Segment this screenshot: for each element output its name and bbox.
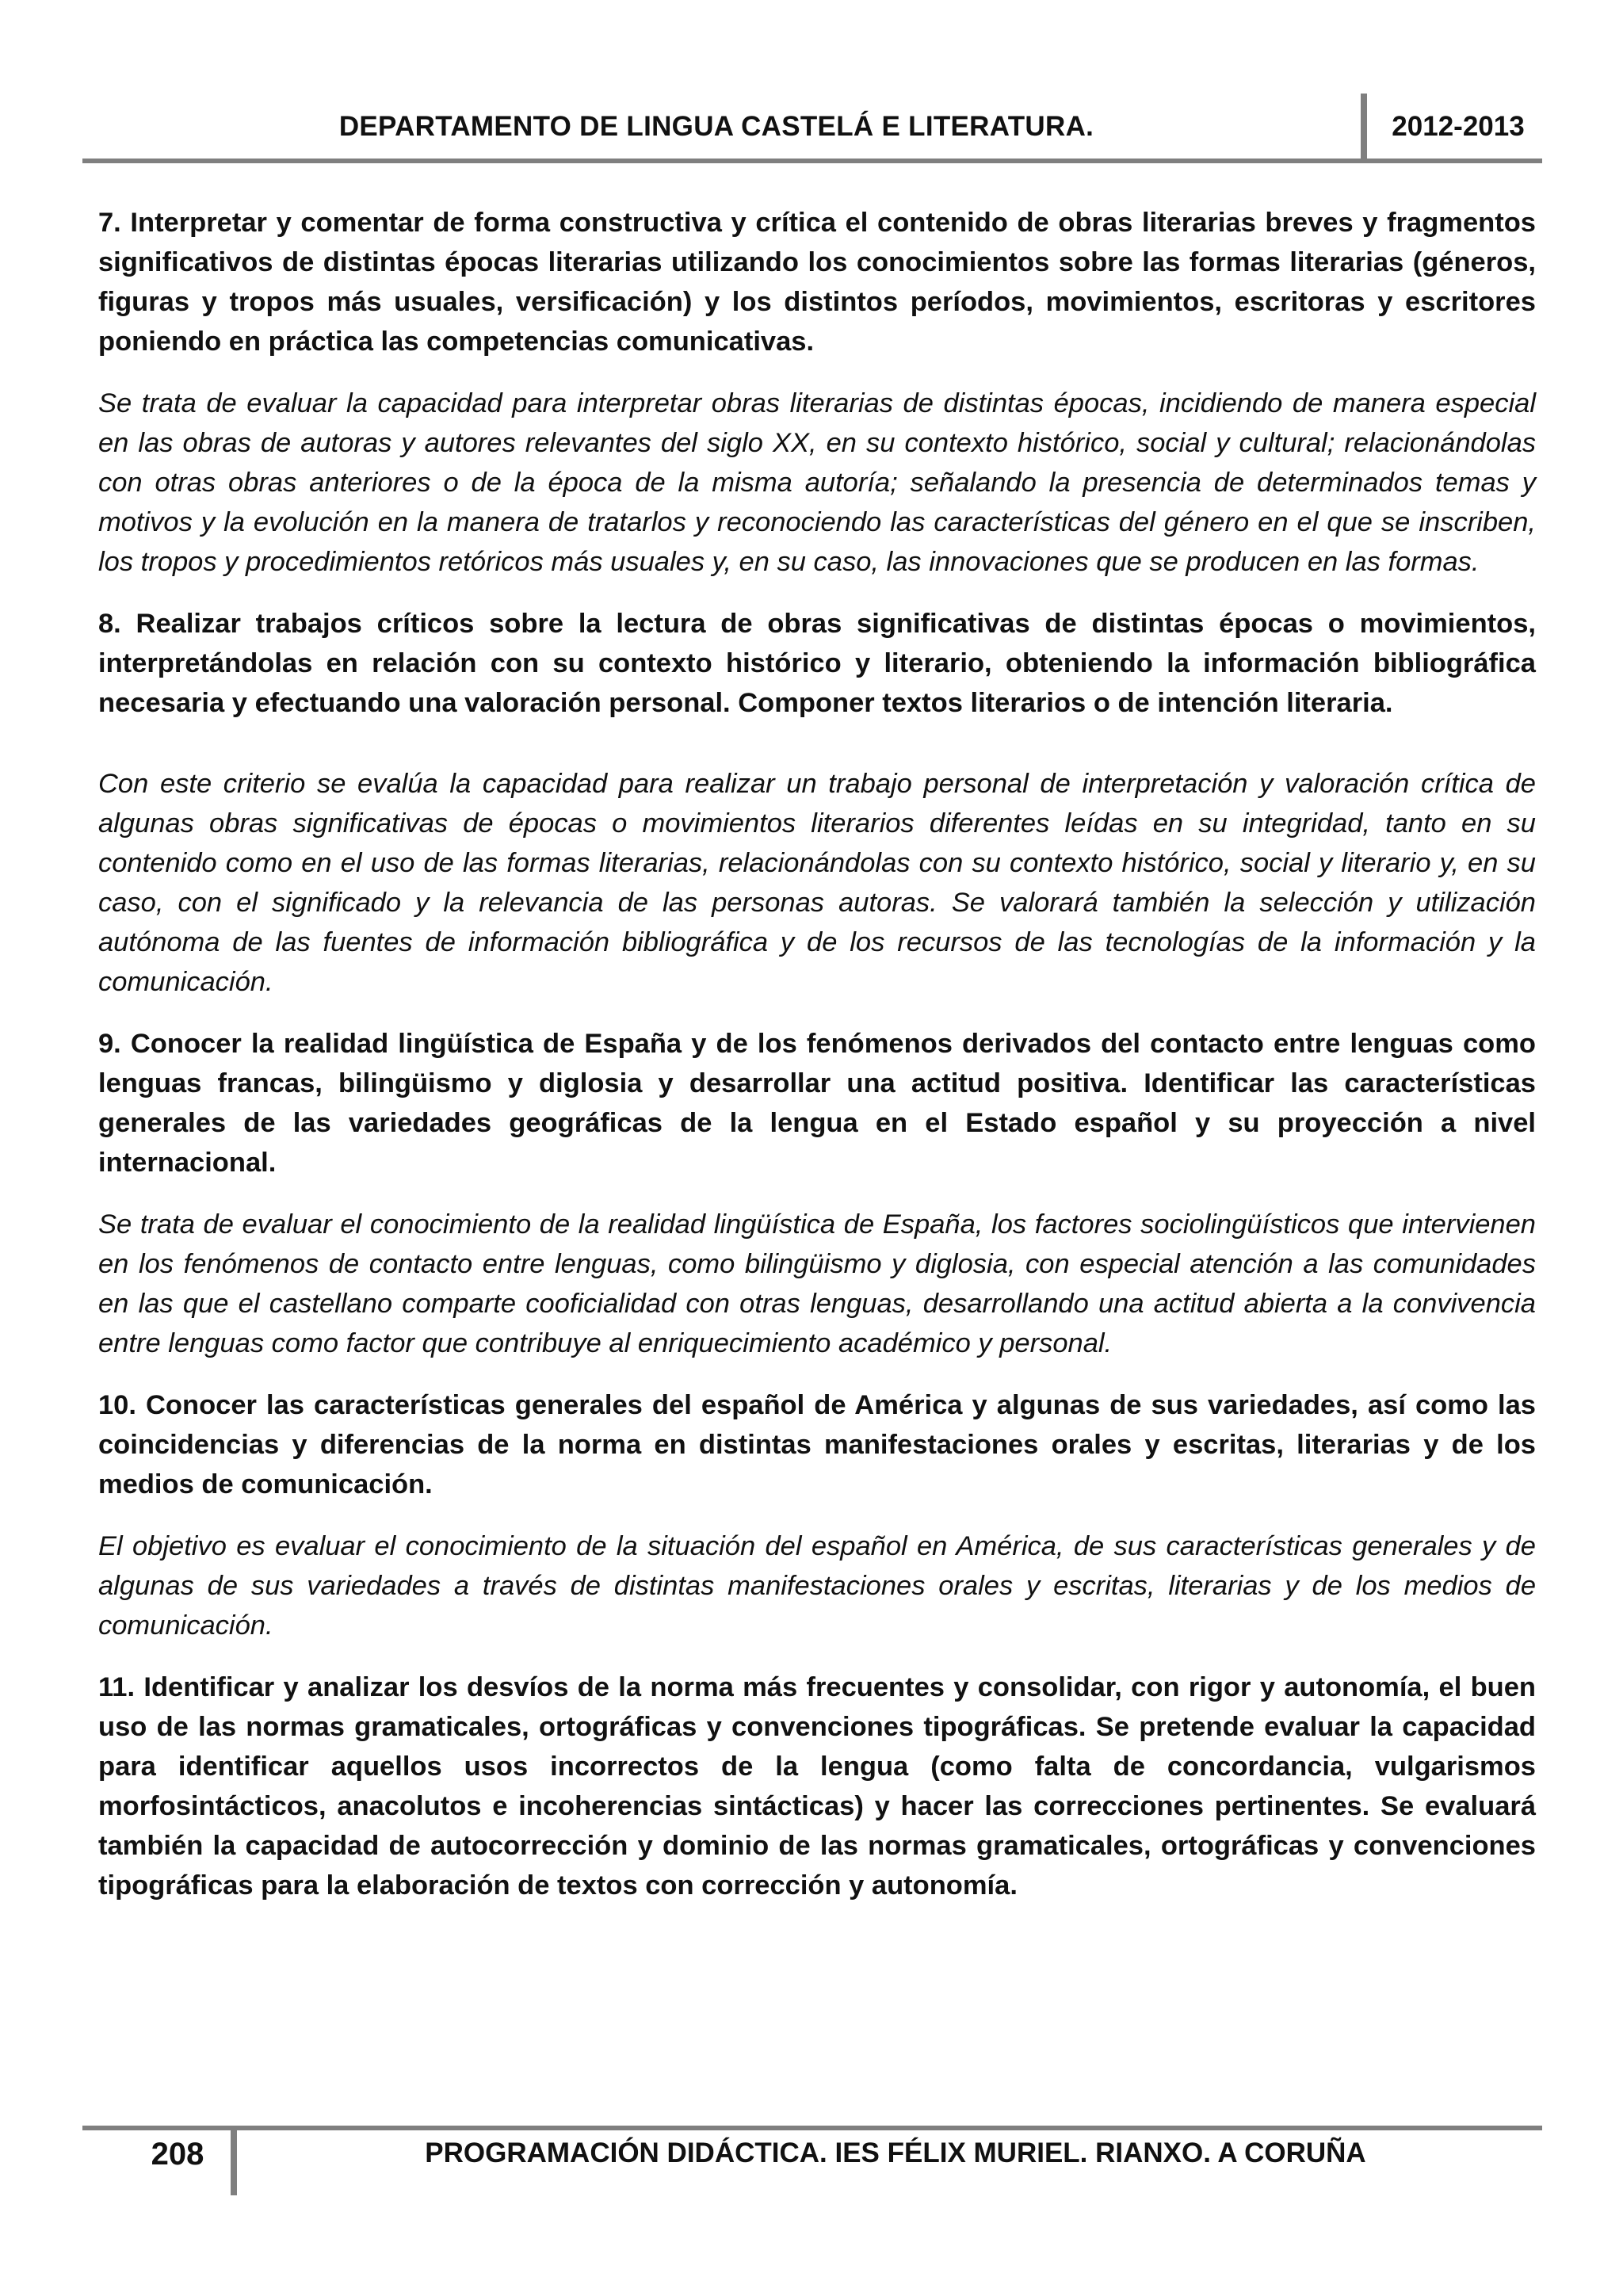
footer-separator: [231, 2129, 237, 2195]
criterion-8: 8. Realizar trabajos críticos sobre la lectura de obras significativas de distintas épocas o movimientos, interpretándolas en relación con su contexto histórico y literario, obteniendo la información bibliográfica necesaria y efectuando una valoración personal. Componer textos literarios o de intención literaria.: [98, 609, 1536, 718]
page-header: [82, 94, 1542, 160]
header-separator: [1361, 94, 1367, 160]
explanation-8: Con este criterio se evalúa la capacidad para realizar un trabajo personal de interpretación y valoración crítica de algunas obras significativas de épocas o movimientos literarios diferentes leídas en su integridad, tanto en su contenido como en el uso de las formas literarias, relacionándolas con su contexto histórico, social y literario y, en su caso, con el significado y la relevancia de las personas autoras. Se valorará también la selección y utilización autónoma de las fuentes de información bibliográfica y de los recursos de las tecnologías de la información y la comunicación.: [98, 769, 1536, 997]
footer-text: PROGRAMACIÓN DIDÁCTICA. IES FÉLIX MURIEL. RIANXO. A CORUÑA: [425, 2137, 1366, 2168]
header-rule: [82, 159, 1542, 163]
footer-rule: [82, 2126, 1542, 2130]
criterion-11: 11. Identificar y analizar los desvíos de la norma más frecuentes y consolidar, con rigor y autonomía, el buen uso de las normas gramaticales, ortográficas y convenciones tipográficas. Se pretende evaluar la capacidad para identificar aquellos usos incorrectos de la lengua (como falta de concordancia, vulgarismos morfosintácticos, anacolutos e incoherencias sintácticas) y hacer las correcciones pertinentes. Se evaluará también la capacidad de autocorrección y dominio de las normas gramaticales, ortográficas y convenciones tipográficas para la elaboración de textos con corrección y autonomía.: [98, 1672, 1536, 1901]
explanation-10: El objetivo es evaluar el conocimiento de la situación del español en América, de sus características generales y de algunas de sus variedades a través de distintas manifestaciones orales y escritas, literarias y de los medios de comunicación.: [98, 1531, 1536, 1641]
header-year: 2012-2013: [1392, 111, 1525, 142]
explanation-7: Se trata de evaluar la capacidad para interpretar obras literarias de distintas épocas, incidiendo de manera especial en las obras de autoras y autores relevantes del siglo XX, en su contexto histórico, social y cultural; relacionándolas con otras obras anteriores o de la época de la misma autoría; señalando la presencia de determinados temas y motivos y la evolución en la manera de tratarlos y reconociendo las características del género en el que se inscriben, los tropos y procedimientos retóricos más usuales y, en su caso, las innovaciones que se producen en las formas.: [98, 388, 1536, 577]
criterion-10: 10. Conocer las características generales del español de América y algunas de sus variedades, así como las coincidencias y diferencias de la norma en distintas manifestaciones orales y escritas, literarias y de los medios de comunicación.: [98, 1390, 1536, 1499]
criterion-9: 9. Conocer la realidad lingüística de España y de los fenómenos derivados del contacto entre lenguas como lenguas francas, bilingüismo y diglosia y desarrollar una actitud positiva. Identificar las características generales de las variedades geográficas de la lengua en el Estado español y su proyección a nivel internacional.: [98, 1029, 1536, 1178]
page-number: 208: [151, 2137, 204, 2172]
document-body: [98, 203, 1536, 1927]
criterion-7: 7. Interpretar y comentar de forma constructiva y crítica el contenido de obras literarias breves y fragmentos significativos de distintas épocas literarias utilizando los conocimientos sobre las formas literarias (géneros, figuras y tropos más usuales, versificación) y los distintos períodos, movimientos, escritoras y escritores poniendo en práctica las competencias comunicativas.: [98, 208, 1536, 357]
explanation-9: Se trata de evaluar el conocimiento de la realidad lingüística de España, los factores sociolingüísticos que intervienen en los fenómenos de contacto entre lenguas, como bilingüismo y diglosia, con especial atención a las comunidades en las que el castellano comparte cooficialidad con otras lenguas, desarrollando una actitud abierta a la convivencia entre lenguas como factor que contribuye al enriquecimiento académico y personal.: [98, 1209, 1536, 1358]
header-title: DEPARTAMENTO DE LINGUA CASTELÁ E LITERATURA.: [338, 111, 1094, 142]
